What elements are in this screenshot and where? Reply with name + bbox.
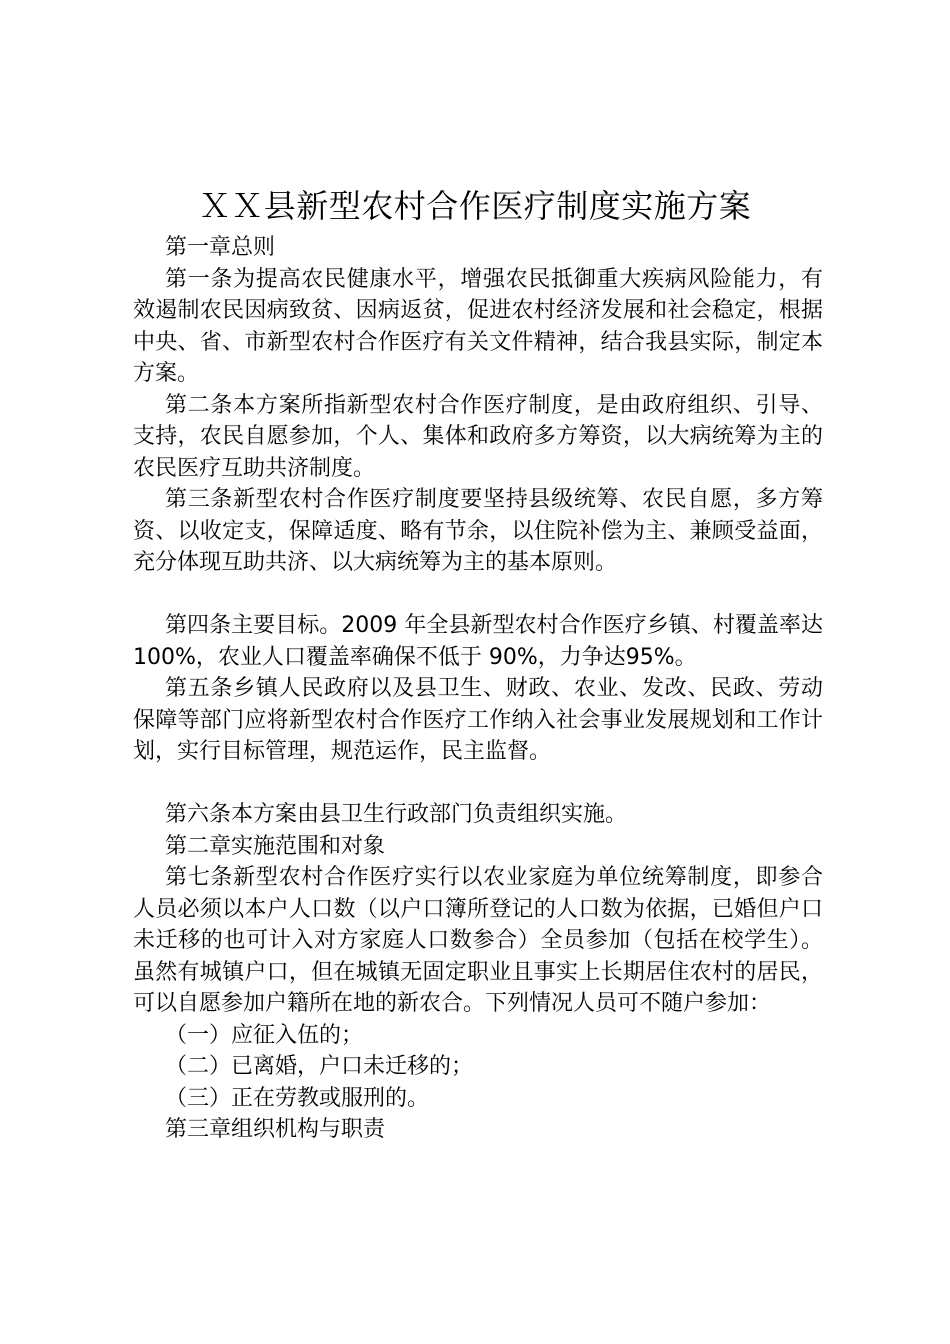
article-6: 第六条本方案由县卫生行政部门负责组织实施。: [165, 802, 628, 827]
article-1: 第一条为提高农民健康水平，增强农民抵御重大疾病风险能力，有效遏制农民因病致贫、因病返贫，促进农村经济发展和社会稳定，根据中央、省、市新型农村合作医疗有关文件精神，结合我县实际，制定本方案。: [133, 266, 823, 386]
list-item-3: （三）正在劳教或服刑的。: [165, 1085, 430, 1111]
list-item-1: （一）应征入伍的；: [165, 1022, 364, 1048]
article-3: 第三条新型农村合作医疗制度要坚持县级统筹、农民自愿，多方筹资、以收定支，保障适度、略有节余，以住院补偿为主、兼顾受益面，充分体现互助共济、以大病统筹为主的基本原则。: [133, 487, 823, 575]
blank-line: [133, 579, 823, 611]
chapter-2-heading: 第二章实施范围和对象: [165, 833, 386, 859]
list-item-2: （二）已离婚，户口未迁移的；: [165, 1054, 474, 1079]
article-2: 第二条本方案所指新型农村合作医疗制度，是由政府组织、引导、支持，农民自愿参加，个人、集体和政府多方筹资，以大病统筹为主的农民医疗互助共济制度。: [133, 392, 823, 481]
article-4: 第四条主要目标。2009 年全县新型农村合作医疗乡镇、村覆盖率达 100%，农业人口覆盖率确保不低于 90%，力争达95%。: [133, 613, 823, 670]
article-5: 第五条乡镇人民政府以及县卫生、财政、农业、发改、民政、劳动保障等部门应将新型农村合作医疗工作纳入社会事业发展规划和工作计划，实行目标管理，规范运作，民主监督。: [133, 676, 823, 764]
document-title: ＸＸ县新型农村合作医疗制度实施方案: [198, 187, 752, 225]
article-7: 第七条新型农村合作医疗实行以农业家庭为单位统筹制度，即参合人员必须以本户人口数（以户口簿所登记的人口数为依据，已婚但户口未迁移的也可计入对方家庭人口数参合）全员参加（包括在校学生）。虽然有城镇户口，但在城镇无固定职业且事实上长期居住农村的居民，可以自愿参加户籍所在地的新农合。下列情况人员可不随户参加：: [133, 865, 823, 1016]
document-body: [133, 232, 823, 1146]
chapter-1-heading: 第一章总则: [165, 235, 276, 260]
chapter-3-heading: 第三章组织机构与职责: [165, 1117, 386, 1142]
blank-line: [133, 768, 823, 800]
